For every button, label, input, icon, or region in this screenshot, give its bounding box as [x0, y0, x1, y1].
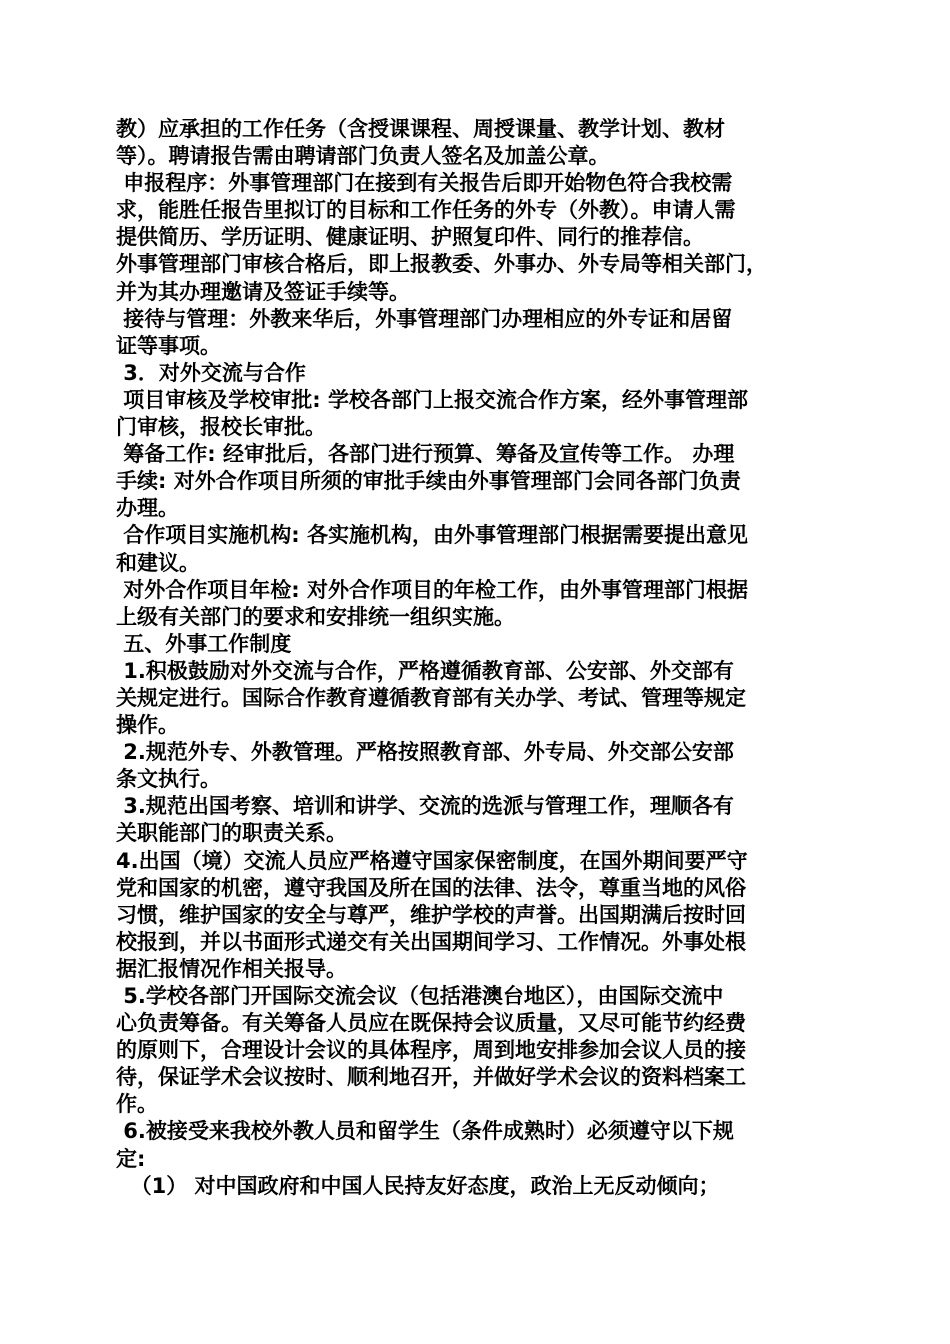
text-line: 校报到，并以书面形式递交有关出国期间学习、工作情况。外事处根	[116, 929, 746, 954]
text-line: 4.出国（境）交流人员应严格遵守国家保密制度，在国外期间要严守	[116, 848, 748, 873]
text-line: 教）应承担的工作任务（含授课课程、周授课量、教学计划、教材	[116, 117, 725, 141]
text-line: 提供简历、学历证明、健康证明、护照复印件、同行的推荐信。	[116, 225, 704, 250]
text-line: 作。	[116, 1092, 158, 1117]
text-line: 办理。	[116, 496, 179, 521]
text-line: 5.学校各部门开国际交流会议（包括港澳台地区），由国际交流中	[116, 984, 724, 1008]
text-line: 关规定进行。国际合作教育遵循教育部有关办学、考试、管理等规定	[116, 685, 746, 710]
text-line: 等）。聘请报告需由聘请部门负责人签名及加盖公章。	[116, 144, 610, 169]
text-line: 门审核，报校长审批。	[116, 415, 326, 440]
text-line: 2.规范外专、外教管理。严格按照教育部、外专局、外交部公安部	[116, 740, 734, 765]
text-line: 关职能部门的职责关系。	[116, 821, 347, 846]
text-line: 并为其办理邀请及签证手续等。	[116, 279, 410, 304]
text-line: 心负责筹备。有关筹备人员应在既保持会议质量，又尽可能节约经费	[116, 1011, 746, 1036]
text-line: 外事管理部门审核合格后，即上报教委、外事办、外专局等相关部门，	[116, 252, 767, 277]
text-line: 据汇报情况作相关报导。	[116, 956, 347, 981]
text-line: 条文执行。	[116, 767, 221, 792]
text-line: 接待与管理：外教来华后，外事管理部门办理相应的外专证和居留	[116, 306, 733, 331]
text-line: 项目审核及学校审批: 学校各部门上报交流合作方案，经外事管理部	[116, 387, 749, 412]
text-line: 求，能胜任报告里拟订的目标和工作任务的外专（外教）。申请人需	[116, 198, 736, 223]
text-line: 申报程序：外事管理部门在接到有关报告后即开始物色符合我校需	[116, 171, 733, 196]
text-line: 证等事项。	[116, 333, 221, 358]
text-line: 操作。	[116, 713, 179, 738]
section-heading: 五、外事工作制度	[116, 631, 292, 656]
text-line: 合作项目实施机构: 各实施机构，由外事管理部门根据需要提出意见	[116, 523, 749, 548]
text-line: 6.被接受来我校外教人员和留学生（条件成熟时）必须遵守以下规	[116, 1119, 734, 1144]
text-line: 的原则下，合理设计会议的具体程序，周到地安排参加会议人员的接	[116, 1038, 746, 1063]
text-line: （1） 对中国政府和中国人民持友好态度，政治上无反动倾向；	[116, 1173, 720, 1198]
text-line: 待，保证学术会议按时、顺利地召开，并做好学术会议的资料档案工	[116, 1065, 746, 1090]
text-line: 3.规范出国考察、培训和讲学、交流的选派与管理工作，理顺各有	[116, 794, 734, 819]
text-line: 和建议。	[116, 550, 200, 575]
text-line: 定:	[116, 1146, 146, 1171]
text-line: 对外合作项目年检: 对外合作项目的年检工作，由外事管理部门根据	[116, 577, 749, 602]
text-line: 1.积极鼓励对外交流与合作，严格遵循教育部、公安部、外交部有	[116, 658, 734, 683]
text-line: 手续: 对外合作项目所须的审批手续由外事管理部门会同各部门负责	[116, 469, 741, 494]
text-line: 筹备工作: 经审批后，各部门进行预算、筹备及宣传等工作。 办理	[116, 442, 735, 467]
section-heading: 3．对外交流与合作	[116, 360, 306, 385]
text-line: 习惯，维护国家的安全与尊严，维护学校的声誉。出国期满后按时回	[116, 902, 746, 927]
text-line: 上级有关部门的要求和安排统一组织实施。	[116, 604, 515, 629]
text-line: 党和国家的机密，遵守我国及所在国的法律、法令，尊重当地的风俗	[116, 875, 746, 900]
document-body	[116, 116, 844, 1200]
